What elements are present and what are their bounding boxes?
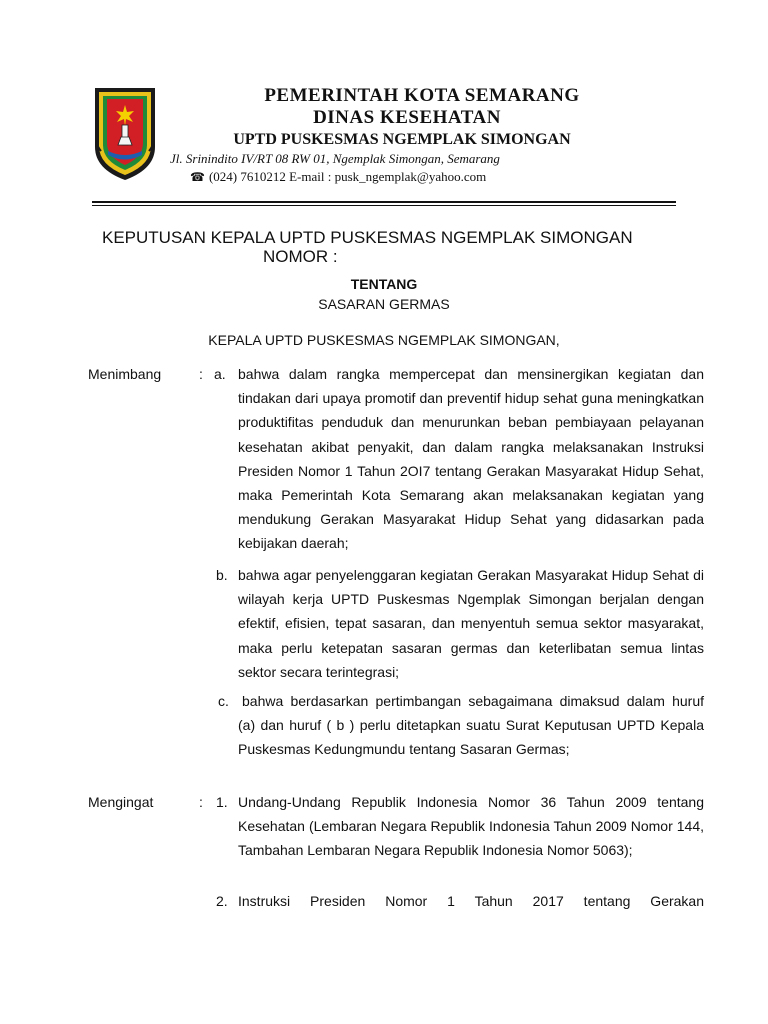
government-name: PEMERINTAH KOTA SEMARANG [264, 85, 580, 106]
menimbang-marker-b: b. [216, 567, 228, 583]
mengingat-marker-1: 1. [216, 794, 228, 810]
mengingat-colon: : [199, 794, 203, 810]
letterhead [92, 85, 676, 195]
decree-number: NOMOR : [263, 247, 338, 266]
unit-name: UPTD PUSKESMAS NGEMPLAK SIMONGAN [233, 131, 571, 148]
mengingat-item-1: Undang-Undang Republik Indonesia Nomor 36 Tahun 2009 tentang Kesehatan (Lembaran Negara Republik Indonesia Tahun 2009 Nomor 144, Tambahan Lembaran Negara Republik Indonesia Nomor 5063); [238, 794, 704, 859]
letterhead-text [162, 85, 682, 151]
contact-line [190, 169, 486, 185]
decree-subject: SASARAN GERMAS [318, 296, 450, 312]
mengingat-marker-2: 2. [216, 893, 228, 909]
contact-text: (024) 7610212 E-mail : pusk_ngemplak@yahoo.com [208, 169, 487, 184]
menimbang-label: Menimbang [88, 366, 162, 382]
menimbang-marker-a: a. [214, 366, 226, 382]
issuer-line: KEPALA UPTD PUSKESMAS NGEMPLAK SIMONGAN, [208, 332, 560, 348]
mengingat-item-2: Instruksi Presiden Nomor 1 Tahun 2017 tentang Gerakan [238, 893, 704, 909]
menimbang-item-c: bahwa berdasarkan pertimbangan sebagaimana dimaksud dalam huruf (a) dan huruf ( b ) perlu ditetapkan suatu Surat Keputusan UPTD Kepala Puskesmas Kedungmundu tentang Sasaran Germas; [238, 693, 704, 758]
decree-title: KEPUTUSAN KEPALA UPTD PUSKESMAS NGEMPLAK SIMONGAN [102, 228, 633, 247]
menimbang-item-b: bahwa agar penyelenggaran kegiatan Gerakan Masyarakat Hidup Sehat di wilayah kerja UPTD Puskesmas Ngemplak Simongan berjalan dengan efektif, efisien, tepat sasaran, dan menyentuh semua sektor masyarakat, maka perlu ketepatan sasaran germas dan keterlibatan semua lintas sektor secara terintegrasi; [238, 567, 704, 680]
menimbang-colon: : [199, 366, 203, 382]
address-line: Jl. Srinindito IV/RT 08 RW 01, Ngemplak Simongan, Semarang [170, 151, 500, 166]
mengingat-label: Mengingat [88, 794, 154, 810]
letterhead-divider-thin [92, 205, 676, 206]
menimbang-marker-c: c. [218, 693, 229, 709]
agency-name: DINAS KESEHATAN [313, 107, 501, 128]
tentang-heading: TENTANG [350, 276, 418, 292]
phone-icon: ☎ [190, 170, 205, 184]
menimbang-item-a: bahwa dalam rangka mempercepat dan mensinergikan kegiatan dan tindakan dari upaya promotif dan preventif hidup sehat guna meningkatkan produktifitas penduduk dan menurunkan beban pembiayaan pelayanan kesehatan akibat penyakit, dan dalam rangka melaksanakan Instruksi Presiden Nomor 1 Tahun 2OI7 tentang Gerakan Masyarakat Hidup Sehat, maka Pemerintah Kota Semarang akan melaksanakan kegiatan yang mendukung Gerakan Masyarakat Hidup Sehat yang didasarkan pada kebijakan daerah; [238, 366, 704, 552]
letterhead-divider-thick [92, 201, 676, 203]
